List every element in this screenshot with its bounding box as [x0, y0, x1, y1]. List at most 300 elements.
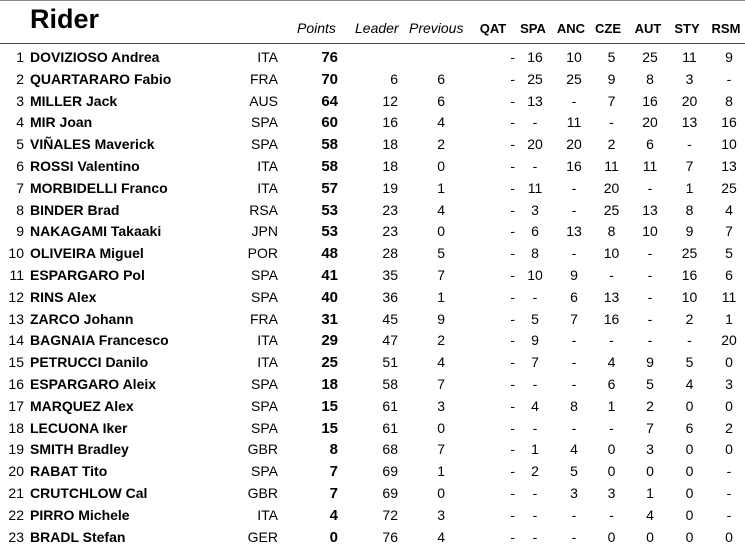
- race-result-aut: 11: [642, 157, 658, 174]
- rider-points: 76: [321, 49, 338, 66]
- rider-points: 58: [321, 136, 338, 154]
- rider-gap-leader: 12: [382, 92, 398, 109]
- rider-points: 25: [321, 354, 338, 372]
- race-result-aut: 25: [642, 49, 658, 65]
- race-result-sty: 0: [685, 463, 694, 480]
- rider-gap-leader: 47: [382, 332, 398, 349]
- table-row: [0, 309, 745, 331]
- rider-gap-leader: 23: [382, 201, 398, 218]
- race-result-rsm: 11: [721, 288, 737, 305]
- race-result-aut: 10: [642, 223, 658, 240]
- table-row: [0, 243, 745, 265]
- table-row: [0, 418, 745, 440]
- race-result-rsm: 5: [725, 245, 733, 262]
- race-result-spa: 8: [531, 245, 539, 262]
- rider-nation: RSA: [249, 201, 278, 218]
- rider-nation: AUS: [249, 92, 278, 109]
- rider-points: 57: [321, 179, 338, 197]
- table-row: [0, 200, 745, 222]
- rider-gap-leader: 6: [390, 70, 398, 87]
- rider-gap-previous: 0: [437, 419, 445, 436]
- race-result-qat: -: [510, 506, 515, 523]
- race-result-spa: -: [532, 157, 538, 174]
- race-result-sty: 20: [681, 92, 698, 109]
- race-result-aut: 7: [646, 419, 654, 436]
- rider-gap-previous: 4: [437, 201, 445, 218]
- race-result-anc: -: [571, 92, 577, 109]
- race-result-cze: 2: [607, 136, 616, 153]
- rider-points: 7: [329, 484, 338, 502]
- race-result-sty: 3: [685, 70, 694, 87]
- rider-gap-previous: 6: [437, 92, 445, 109]
- col-header-previous: Previous: [409, 20, 464, 36]
- race-result-sty: 11: [682, 49, 697, 65]
- race-result-rsm: 9: [725, 49, 733, 65]
- rider-nation: FRA: [250, 70, 278, 87]
- race-result-aut: 8: [646, 70, 654, 87]
- rider-nation: ITA: [257, 157, 278, 174]
- rider-nation: SPA: [251, 136, 278, 153]
- rider-nation: GBR: [247, 484, 278, 501]
- race-result-qat: -: [510, 157, 515, 174]
- race-result-cze: 16: [603, 310, 620, 327]
- race-result-anc: 5: [570, 463, 578, 480]
- rider-nation: GER: [247, 528, 278, 545]
- race-result-cze: 4: [607, 354, 616, 371]
- race-result-rsm: 8: [725, 92, 733, 109]
- rider-position: 1: [16, 49, 24, 65]
- race-result-spa: -: [532, 528, 538, 545]
- rider-gap-previous: 7: [437, 375, 445, 392]
- race-result-aut: 13: [642, 201, 658, 218]
- race-result-aut: 3: [646, 441, 654, 458]
- rider-gap-previous: 6: [437, 70, 445, 87]
- race-result-rsm: 0: [725, 397, 733, 414]
- race-result-qat: -: [510, 266, 515, 283]
- rider-name: ROSSI Valentino: [30, 157, 140, 174]
- rider-name: MARQUEZ Alex: [30, 397, 134, 414]
- rider-points: 53: [321, 201, 338, 219]
- race-result-sty: 7: [685, 157, 694, 174]
- rider-points: 48: [321, 245, 338, 263]
- col-header-race: RSM: [711, 21, 741, 36]
- race-result-sty: 9: [685, 223, 694, 240]
- table-row: [0, 47, 745, 69]
- table-row: [0, 396, 745, 418]
- rider-position: 4: [16, 114, 24, 131]
- col-header-race: QAT: [479, 21, 507, 36]
- rider-name: BAGNAIA Francesco: [30, 332, 169, 349]
- race-result-rsm: -: [726, 506, 732, 523]
- rider-name: CRUTCHLOW Cal: [30, 484, 148, 501]
- table-row: [0, 91, 745, 113]
- table-row: [0, 156, 745, 178]
- rider-points: 53: [321, 223, 338, 241]
- rider-gap-leader: 61: [382, 397, 398, 414]
- rider-gap-leader: 18: [382, 157, 398, 174]
- race-result-cze: 8: [607, 223, 616, 240]
- race-result-spa: 11: [527, 179, 543, 196]
- race-result-aut: -: [647, 266, 653, 283]
- race-result-qat: -: [510, 463, 515, 480]
- table-row: [0, 112, 745, 134]
- table-row: [0, 505, 745, 527]
- race-result-cze: 9: [607, 70, 616, 87]
- race-result-rsm: 25: [721, 179, 737, 196]
- header-rule: [0, 43, 745, 44]
- race-result-anc: 9: [570, 266, 578, 283]
- table-row: [0, 134, 745, 156]
- race-result-sty: 4: [685, 375, 694, 392]
- rider-position: 21: [8, 484, 24, 501]
- race-result-qat: -: [510, 223, 515, 240]
- race-result-spa: 7: [531, 354, 539, 371]
- race-result-cze: -: [609, 266, 614, 283]
- race-result-qat: -: [510, 245, 515, 262]
- rider-position: 15: [8, 354, 24, 371]
- race-result-cze: -: [609, 419, 614, 436]
- race-result-sty: 6: [685, 419, 694, 436]
- rider-position: 2: [16, 70, 24, 87]
- rider-nation: ITA: [257, 354, 278, 371]
- rider-name: RINS Alex: [30, 288, 97, 305]
- race-result-anc: -: [571, 354, 577, 371]
- table-row: [0, 178, 745, 200]
- race-result-spa: 1: [531, 441, 539, 458]
- rider-gap-previous: 0: [437, 157, 445, 174]
- rider-name: LECUONA Iker: [30, 419, 128, 436]
- race-result-cze: 25: [603, 201, 620, 218]
- race-result-aut: 0: [646, 528, 654, 545]
- rider-position: 12: [8, 288, 24, 305]
- race-result-cze: 13: [603, 288, 620, 305]
- rider-gap-previous: 7: [437, 441, 445, 458]
- rider-gap-previous: 0: [437, 223, 445, 240]
- page-title: Rider: [30, 4, 100, 34]
- race-result-rsm: 2: [725, 419, 733, 436]
- rider-gap-leader: 36: [382, 288, 398, 305]
- rider-points: 4: [329, 506, 338, 524]
- race-result-spa: 10: [527, 266, 543, 283]
- rider-name: BRADL Stefan: [30, 528, 126, 545]
- race-result-qat: -: [510, 419, 515, 436]
- rider-points: 64: [321, 92, 338, 110]
- rider-position: 8: [16, 201, 24, 218]
- race-result-anc: -: [571, 506, 577, 523]
- race-result-sty: 2: [685, 310, 694, 327]
- rider-name: SMITH Bradley: [30, 441, 129, 458]
- rider-nation: JPN: [251, 223, 278, 240]
- race-result-rsm: -: [726, 70, 732, 87]
- race-result-qat: -: [510, 310, 515, 327]
- race-result-anc: -: [571, 179, 577, 196]
- table-row: [0, 374, 745, 396]
- race-result-anc: 7: [570, 310, 578, 327]
- race-result-rsm: 10: [721, 136, 737, 153]
- race-result-aut: -: [647, 179, 653, 196]
- table-row: [0, 265, 745, 287]
- race-result-cze: 20: [603, 179, 620, 196]
- race-result-sty: 1: [685, 179, 694, 196]
- rider-points: 70: [321, 70, 338, 88]
- rider-points: 58: [321, 157, 338, 175]
- rider-name: PETRUCCI Danilo: [30, 354, 149, 371]
- race-result-spa: -: [532, 114, 538, 131]
- rider-position: 9: [16, 223, 24, 240]
- race-result-spa: -: [532, 506, 538, 523]
- race-result-qat: -: [510, 441, 515, 458]
- rider-points: 7: [329, 463, 338, 481]
- race-result-anc: -: [571, 332, 577, 349]
- race-result-spa: 2: [531, 463, 539, 480]
- race-result-aut: 2: [646, 397, 654, 414]
- race-result-aut: 5: [646, 375, 654, 392]
- race-result-spa: 25: [527, 70, 543, 87]
- race-result-cze: 10: [603, 245, 620, 262]
- col-header-race: ANC: [556, 21, 586, 36]
- rider-gap-previous: 7: [437, 266, 445, 283]
- race-result-aut: -: [647, 288, 653, 305]
- race-result-anc: 8: [570, 397, 578, 414]
- race-result-anc: -: [571, 528, 577, 545]
- rider-position: 7: [16, 179, 24, 196]
- race-result-cze: 0: [607, 441, 616, 458]
- rider-gap-previous: 4: [437, 114, 445, 131]
- rider-nation: SPA: [251, 463, 278, 480]
- race-result-aut: 4: [646, 506, 654, 523]
- race-result-qat: -: [510, 201, 515, 218]
- table-row: [0, 483, 745, 505]
- race-result-rsm: 0: [725, 528, 733, 545]
- race-result-cze: 3: [607, 484, 616, 501]
- rider-gap-previous: 1: [437, 179, 445, 196]
- rider-nation: ITA: [257, 49, 278, 65]
- col-header-race: AUT: [634, 21, 662, 36]
- race-result-rsm: 13: [721, 157, 737, 174]
- race-result-sty: 0: [685, 397, 694, 414]
- race-result-sty: 10: [681, 288, 698, 305]
- race-result-spa: 4: [531, 397, 539, 414]
- rider-name: RABAT Tito: [30, 463, 108, 480]
- race-result-rsm: 1: [725, 310, 733, 327]
- race-result-rsm: 7: [725, 223, 733, 240]
- race-result-anc: 11: [566, 114, 582, 131]
- race-result-qat: -: [510, 484, 515, 501]
- race-result-sty: 0: [685, 528, 694, 545]
- rider-points: 15: [321, 397, 338, 415]
- rider-gap-leader: 69: [382, 463, 398, 480]
- rider-position: 18: [8, 419, 24, 436]
- rider-name: ESPARGARO Aleix: [30, 375, 157, 392]
- race-result-qat: -: [510, 179, 515, 196]
- table-row: [0, 221, 745, 243]
- col-header-leader: Leader: [355, 20, 399, 36]
- race-result-spa: 6: [531, 223, 539, 240]
- col-header-points: Points: [297, 20, 336, 36]
- race-result-qat: -: [510, 70, 515, 87]
- rider-gap-previous: 1: [437, 463, 445, 480]
- race-result-qat: -: [510, 354, 515, 371]
- rider-position: 16: [8, 375, 24, 392]
- race-result-qat: -: [510, 136, 515, 153]
- rider-name: VIÑALES Maverick: [30, 136, 155, 153]
- race-result-sty: -: [687, 136, 692, 153]
- rider-points: 0: [329, 528, 338, 546]
- rider-gap-leader: 35: [382, 266, 398, 283]
- race-result-qat: -: [510, 288, 515, 305]
- race-result-cze: 1: [607, 397, 616, 414]
- race-result-spa: -: [532, 484, 538, 501]
- race-result-qat: -: [510, 528, 515, 545]
- race-result-sty: 0: [685, 484, 694, 501]
- race-result-spa: 5: [531, 310, 539, 327]
- rider-gap-previous: 5: [437, 245, 445, 262]
- race-result-anc: 4: [570, 441, 578, 458]
- race-result-cze: -: [609, 332, 614, 349]
- rider-gap-leader: 18: [382, 136, 398, 153]
- rider-points: 18: [321, 375, 338, 393]
- rider-gap-leader: [338, 47, 398, 69]
- rider-name: OLIVEIRA Miguel: [30, 245, 144, 262]
- race-result-rsm: 4: [725, 201, 733, 218]
- rider-points: 40: [321, 288, 338, 306]
- table-row: [0, 527, 745, 549]
- table-row: [0, 461, 745, 483]
- rider-gap-leader: 76: [382, 528, 398, 545]
- rider-position: 23: [8, 528, 24, 545]
- race-result-spa: 9: [531, 332, 539, 349]
- table-row: [0, 352, 745, 374]
- race-result-spa: 13: [527, 92, 543, 109]
- col-header-race: CZE: [595, 21, 621, 36]
- race-result-aut: 16: [642, 92, 658, 109]
- race-result-cze: -: [609, 506, 614, 523]
- col-header-race: STY: [674, 21, 700, 36]
- rider-nation: SPA: [251, 288, 278, 305]
- race-result-rsm: 0: [725, 441, 733, 458]
- race-result-cze: 11: [604, 157, 619, 174]
- race-result-rsm: 20: [721, 332, 737, 349]
- race-result-aut: 1: [646, 484, 654, 501]
- race-result-qat: -: [510, 114, 515, 131]
- race-result-aut: 0: [646, 463, 654, 480]
- rider-name: PIRRO Michele: [30, 506, 130, 523]
- rider-nation: SPA: [251, 419, 278, 436]
- rider-gap-leader: 16: [382, 114, 398, 131]
- rider-points: 8: [329, 441, 338, 459]
- race-result-sty: 0: [685, 441, 694, 458]
- table-row: [0, 69, 745, 91]
- race-result-aut: 6: [646, 136, 654, 153]
- rider-gap-previous: 9: [437, 310, 445, 327]
- rider-nation: SPA: [251, 397, 278, 414]
- race-result-aut: -: [647, 245, 653, 262]
- rider-gap-leader: 61: [382, 419, 398, 436]
- race-result-cze: 5: [607, 49, 616, 65]
- rider-points: 15: [321, 419, 338, 437]
- col-header-race: SPA: [520, 21, 546, 36]
- rider-name: MIR Joan: [30, 114, 93, 131]
- rider-nation: GBR: [247, 441, 278, 458]
- rider-position: 22: [8, 506, 24, 523]
- race-result-sty: -: [687, 332, 692, 349]
- rider-points: 41: [321, 266, 338, 284]
- rider-name: MILLER Jack: [30, 92, 118, 109]
- rider-nation: FRA: [250, 310, 278, 327]
- race-result-rsm: 3: [725, 375, 733, 392]
- rider-gap-leader: 68: [382, 441, 398, 458]
- rider-name: QUARTARARO Fabio: [30, 70, 172, 87]
- race-result-sty: 25: [681, 245, 698, 262]
- rider-gap-leader: 23: [382, 223, 398, 240]
- rider-nation: ITA: [257, 506, 278, 523]
- rider-position: 19: [8, 441, 24, 458]
- rider-name: MORBIDELLI Franco: [30, 179, 168, 196]
- race-result-rsm: -: [726, 484, 732, 501]
- race-result-sty: 13: [681, 114, 698, 131]
- rider-gap-leader: 72: [382, 506, 398, 523]
- race-result-spa: -: [532, 375, 538, 392]
- race-result-sty: 16: [681, 266, 698, 283]
- race-result-cze: -: [609, 114, 614, 131]
- race-result-qat: -: [510, 375, 515, 392]
- rider-position: 10: [8, 245, 24, 262]
- table-row: [0, 287, 745, 309]
- rider-position: 3: [16, 92, 24, 109]
- race-result-cze: 0: [607, 463, 616, 480]
- rider-name: ESPARGARO Pol: [30, 266, 145, 283]
- race-result-qat: -: [510, 332, 515, 349]
- rider-position: 5: [16, 136, 24, 153]
- race-result-aut: -: [647, 310, 653, 327]
- rider-position: 11: [9, 266, 24, 283]
- race-result-aut: 20: [642, 114, 658, 131]
- rider-position: 14: [8, 332, 24, 349]
- race-result-anc: 13: [566, 223, 582, 240]
- race-result-spa: 20: [527, 136, 543, 153]
- rider-points: 60: [321, 114, 338, 132]
- rider-points: 31: [321, 310, 338, 328]
- race-result-cze: 0: [607, 528, 616, 545]
- race-result-anc: -: [571, 375, 577, 392]
- race-result-rsm: -: [726, 463, 732, 480]
- race-result-spa: 16: [527, 49, 543, 65]
- rider-nation: SPA: [251, 266, 278, 283]
- table-row: [0, 439, 745, 461]
- rider-gap-previous: 2: [437, 136, 445, 153]
- race-result-spa: -: [532, 419, 538, 436]
- race-result-anc: 16: [566, 157, 582, 174]
- race-result-cze: 7: [607, 92, 616, 109]
- race-result-spa: 3: [531, 201, 539, 218]
- rider-gap-previous: 1: [437, 288, 445, 305]
- race-result-qat: -: [510, 92, 515, 109]
- race-result-anc: 3: [570, 484, 578, 501]
- rider-position: 13: [8, 310, 24, 327]
- race-result-spa: -: [532, 288, 538, 305]
- rider-gap-leader: 19: [382, 179, 398, 196]
- race-result-qat: -: [510, 49, 515, 65]
- race-result-rsm: 6: [725, 266, 733, 283]
- race-result-anc: 6: [570, 288, 578, 305]
- rider-position: 20: [8, 463, 24, 480]
- race-result-anc: -: [571, 201, 577, 218]
- race-result-aut: -: [647, 332, 653, 349]
- standings-body: [0, 47, 745, 548]
- race-result-anc: -: [571, 419, 577, 436]
- rider-gap-previous: 2: [437, 332, 445, 349]
- rider-gap-leader: 58: [382, 375, 398, 392]
